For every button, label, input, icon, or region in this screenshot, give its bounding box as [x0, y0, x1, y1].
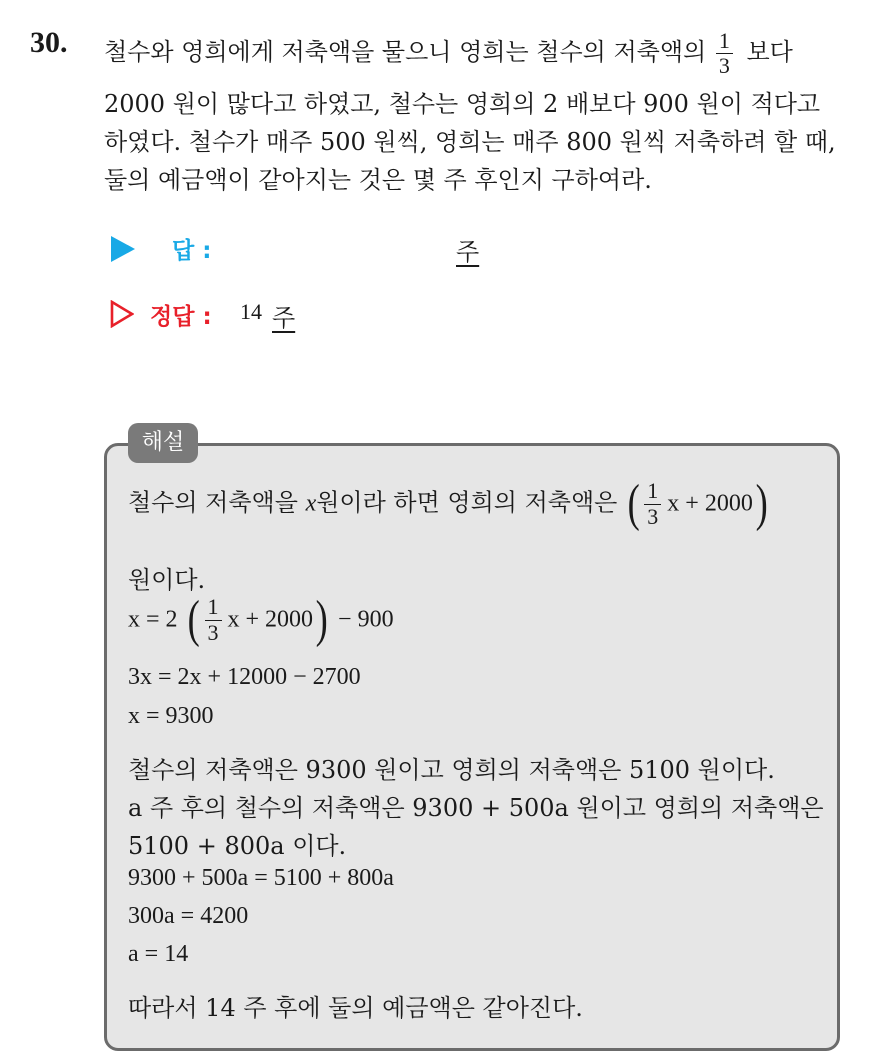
- equation-right: − 900: [338, 606, 394, 633]
- problem-line-1: [104, 29, 793, 78]
- fraction-numerator: 1: [644, 479, 661, 504]
- answer-label: 답 :: [172, 238, 212, 264]
- fraction-numerator: 1: [716, 29, 733, 54]
- problem-line-3: 하였다. 철수가 매주 500 원씩, 영희는 매주 800 원씩 저축하려 할 때,: [104, 128, 836, 156]
- close-paren: ): [755, 475, 768, 532]
- problem-text: 보다: [746, 38, 793, 67]
- problem-line-4: 둘의 예금액이 같아지는 것은 몇 주 후인지 구하여라.: [104, 166, 652, 194]
- close-paren: ): [315, 591, 328, 648]
- solution-text: 원이라 하면 영희의 저축액은: [316, 488, 618, 517]
- correct-answer-value: 14: [240, 299, 262, 324]
- solution-line-3: 철수의 저축액은 9300 원이고 영희의 저축액은 5100 원이다.: [128, 756, 775, 784]
- equation-4: 9300 + 500a = 5100 + 800a: [128, 865, 394, 891]
- problem-line-2: 2000 원이 많다고 하였고, 철수는 영희의 2 배보다 900 원이 적다고: [104, 90, 821, 118]
- solution-line-4: a 주 후의 철수의 저축액은 9300 + 500a 원이고 영희의 저축액은: [128, 794, 824, 822]
- solution-line-5: 5100 + 800a 이다.: [128, 832, 347, 860]
- fraction-one-third: [716, 29, 733, 78]
- solution-line-2: 원이다.: [128, 566, 206, 594]
- expression: x + 2000: [667, 490, 753, 517]
- open-paren: (: [187, 591, 200, 648]
- solution-box: [104, 443, 840, 1051]
- correct-arrow-icon: [110, 300, 134, 328]
- equation-3: x = 9300: [128, 703, 214, 729]
- correct-answer-unit: 주: [272, 304, 296, 332]
- equation-left: x = 2: [128, 606, 178, 633]
- fraction-denominator: 3: [718, 53, 730, 79]
- solution-tab: 해설: [128, 423, 198, 463]
- fraction-denominator: 3: [647, 503, 659, 529]
- fraction: [205, 595, 222, 644]
- fraction-numerator: 1: [205, 595, 222, 620]
- solution-conclusion: 따라서 14 주 후에 둘의 예금액은 같아진다.: [128, 994, 583, 1022]
- equation-6: a = 14: [128, 941, 189, 967]
- expression: x + 2000: [227, 606, 314, 633]
- fraction: [644, 479, 661, 528]
- equation-2: 3x = 2x + 12000 − 2700: [128, 664, 361, 690]
- variable-x: x: [305, 490, 317, 517]
- solution-text: 철수의 저축액을: [128, 488, 298, 517]
- equation-5: 300a = 4200: [128, 903, 249, 929]
- equation-1: [128, 591, 394, 648]
- correct-answer-label: 정답 :: [150, 304, 212, 330]
- problem-text: 철수와 영희에게 저축액을 물으니 영희는 철수의 저축액의: [104, 38, 707, 67]
- answer-arrow-icon: [111, 236, 135, 262]
- solution-line-1: [128, 475, 770, 532]
- open-paren: (: [627, 475, 640, 532]
- question-number: 30.: [30, 26, 68, 59]
- fraction-denominator: 3: [207, 619, 219, 645]
- answer-unit: 주: [456, 238, 480, 266]
